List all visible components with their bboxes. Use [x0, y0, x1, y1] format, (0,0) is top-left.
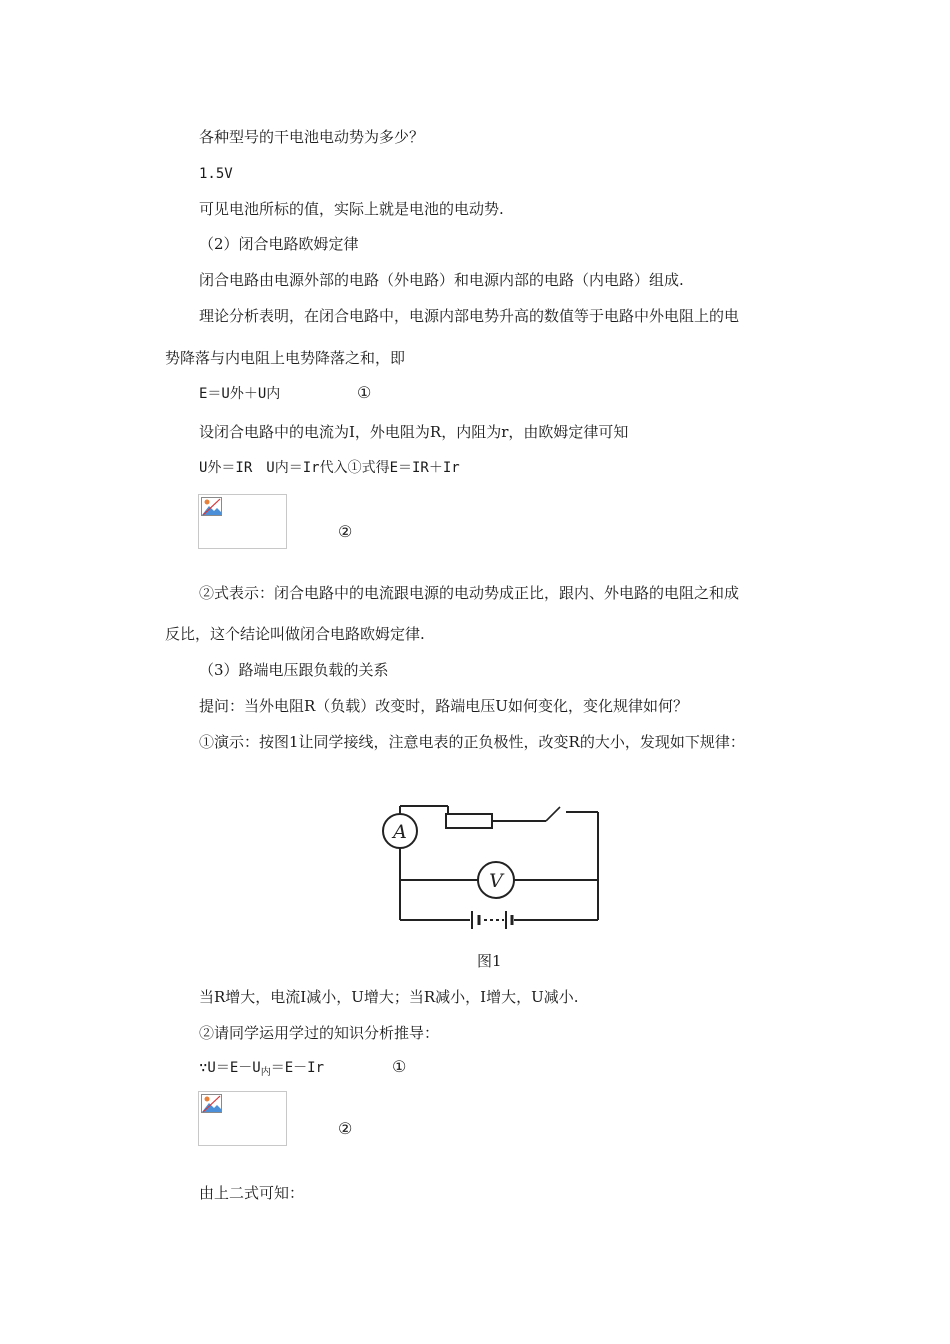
section-2-paragraph-4a: ②式表示：闭合电路中的电流跟电源的电动势成正比，跟内、外电路的电阻之和成 — [199, 584, 740, 602]
section-2-paragraph-2a: 理论分析表明，在闭合电路中，电源内部电势升高的数值等于电路中外电阻上的电 — [199, 307, 740, 325]
equation-3-marker: ① — [392, 1057, 407, 1076]
section-2-paragraph-3: 设闭合电路中的电流为I，外电阻为R，内阻为r，由欧姆定律可知 — [199, 423, 629, 441]
section-3-derive: ②请同学运用学过的知识分析推导： — [199, 1024, 440, 1042]
voltmeter-label: V — [489, 870, 503, 892]
broken-image-icon — [201, 1094, 223, 1114]
equation-4-marker: ② — [338, 1119, 353, 1138]
note-battery-emf: 可见电池所标的值，实际上就是电池的电动势. — [199, 200, 504, 218]
answer-battery-emf: 1.5V — [199, 166, 233, 182]
ammeter-label: A — [393, 821, 407, 843]
broken-formula-image-2 — [198, 1091, 287, 1146]
section-2-paragraph-4b: 反比，这个结论叫做闭合电路欧姆定律. — [165, 625, 425, 643]
figure-caption: 图1 — [477, 952, 502, 970]
broken-image-icon — [201, 497, 223, 517]
section-2-paragraph-2b: 势降落与内电阻上电势降落之和，即 — [165, 349, 406, 367]
section-3-question: 提问：当外电阻R（负载）改变时，路端电压U如何变化，变化规律如何？ — [199, 697, 688, 715]
section-2-title: （2）闭合电路欧姆定律 — [199, 235, 359, 253]
section-3-title: （3）路端电压跟负载的关系 — [199, 661, 389, 679]
rheostat — [446, 814, 492, 828]
switch-blade — [546, 807, 560, 821]
conclusion: 由上二式可知： — [199, 1184, 305, 1202]
question-battery-emf: 各种型号的干电池电动势为多少？ — [199, 128, 425, 146]
section-2-paragraph-1: 闭合电路由电源外部的电路（外电路）和电源内部的电路（内电路）组成. — [199, 271, 684, 289]
equation-3-rest: ＝E－Ir — [270, 1060, 325, 1076]
broken-formula-image-1 — [198, 494, 287, 549]
equation-3-main: ∵U＝E－U — [199, 1060, 261, 1076]
equation-2-marker: ② — [338, 522, 353, 541]
section-3-result: 当R增大，电流I减小，U增大；当R减小，I增大，U减小. — [199, 988, 579, 1006]
equation-substitution: U外＝IR U内＝Ir代入①式得E＝IR＋Ir — [199, 460, 460, 476]
section-3-demo: ①演示：按图1让同学接线，注意电表的正负极性，改变R的大小，发现如下规律： — [199, 733, 745, 751]
equation-1: E＝U外＋U内 — [199, 386, 281, 402]
equation-1-marker: ① — [357, 383, 372, 402]
equation-3-subscript: 内 — [260, 1067, 271, 1078]
equation-3 — [199, 1058, 324, 1083]
circuit-diagram — [378, 772, 608, 932]
